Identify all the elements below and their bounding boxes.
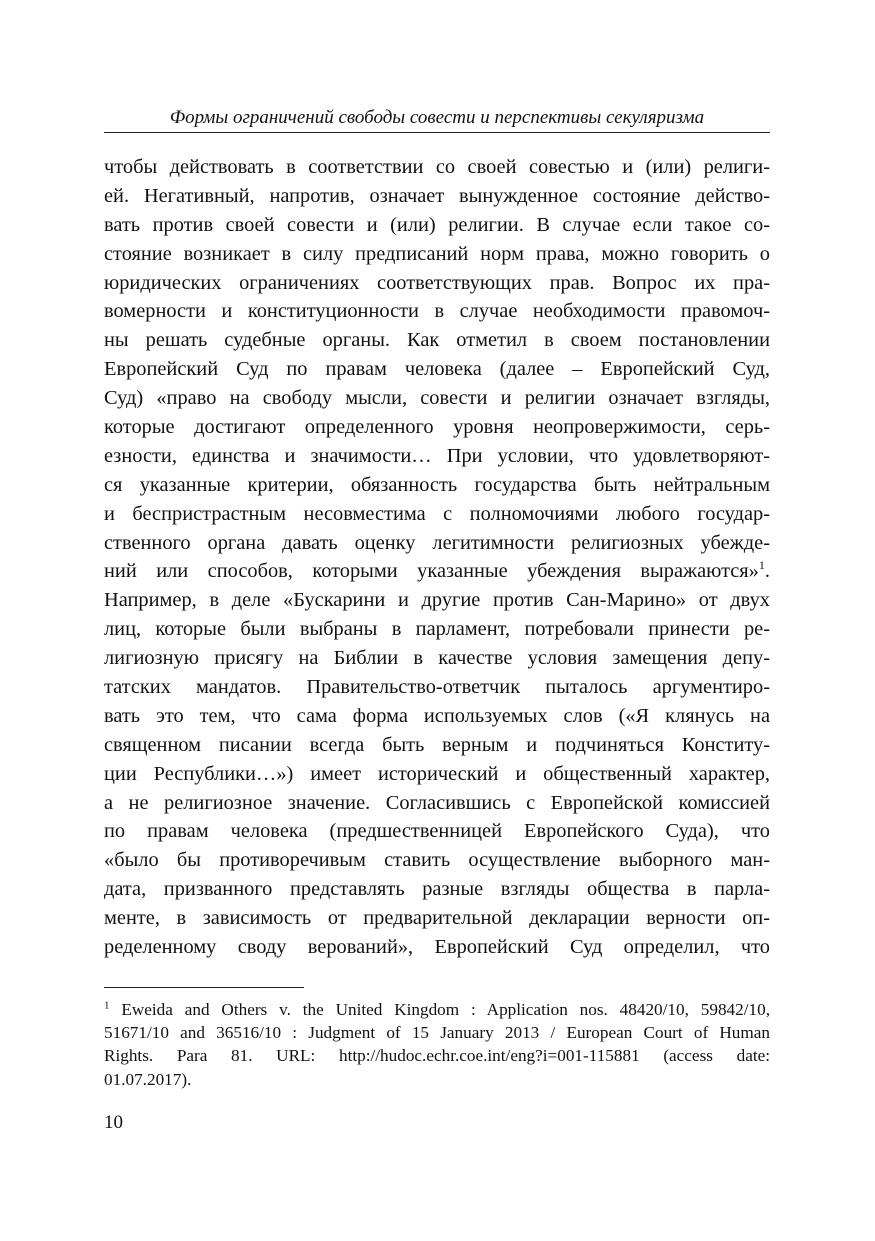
body-line: лиц, которые были выбраны в парламент, потребовали принести ре-: [104, 618, 770, 641]
footnote-line: Rights. Para 81. URL: http://hudoc.echr.coe.int/eng?i=001-115881 (access date:: [104, 1046, 770, 1066]
body-line: которые достигают определенного уровня неопровержимости, серь-: [104, 416, 770, 439]
body-line: лигиозную присягу на Библии в качестве условия замещения депу-: [104, 647, 770, 670]
body-line: ся указанные критерии, обязанность государства быть нейтральным: [104, 473, 770, 496]
body-line: татских мандатов. Правительство-ответчик пыталось аргументиро-: [104, 676, 770, 699]
footnote-line: 51671/10 and 36516/10 : Judgment of 15 January 2013 / European Court of Human: [104, 1023, 770, 1043]
body-line: вомерности и конституционности в случае необходимости правомоч-: [104, 300, 770, 323]
body-line: Например, в деле «Бускарини и другие против Сан-Марино» от двух: [104, 589, 770, 612]
footnote-rule: [104, 987, 304, 988]
body-line: вать против своей совести и (или) религии. В случае если такое со-: [104, 213, 770, 236]
footnote-marker: 1: [104, 999, 110, 1012]
body-line: священном писании всегда быть верным и подчиняться Конститу-: [104, 733, 770, 756]
body-line: стояние возникает в силу предписаний норм права, можно говорить о: [104, 242, 770, 265]
footnote-reference[interactable]: 1: [758, 558, 765, 573]
body-line: ределенному своду верований», Европейский Суд определил, что: [104, 936, 770, 959]
footnote-line: 01.07.2017).: [104, 1069, 192, 1089]
body-line-with-footnote-ref: [104, 557, 770, 586]
footnote-ref-punctuation: .: [764, 560, 770, 583]
body-line: ей. Негативный, напротив, означает вынужденное состояние действо-: [104, 184, 770, 207]
body-line: Суд) «право на свободу мысли, совести и религии означает взгляды,: [104, 387, 770, 410]
body-line: по правам человека (предшественницей Европейского Суда), что: [104, 820, 770, 843]
running-header: Формы ограничений свободы совести и перспективы секуляризма: [169, 107, 705, 128]
header-rule: [104, 132, 770, 133]
page-number: 10: [104, 1112, 123, 1133]
body-line: езности, единства и значимости… При условии, что удовлетворяют-: [104, 444, 770, 467]
body-line: ции Республики…») имеет исторический и общественный характер,: [104, 762, 770, 785]
body-line: «было бы противоречивым ставить осуществление выборного ман-: [104, 849, 770, 872]
body-line: чтобы действовать в соответствии со своей совестью и (или) религи-: [104, 156, 770, 178]
body-line: ны решать судебные органы. Как отметил в своем постановлении: [104, 329, 770, 352]
body-line: дата, призванного представлять разные взгляды общества в парла-: [104, 878, 770, 901]
footnote: [104, 998, 770, 1091]
body-line: юридических ограничениях соответствующих прав. Вопрос их пра-: [104, 271, 770, 294]
body-line: вать это тем, что сама форма используемых слов («Я клянусь на: [104, 704, 770, 727]
footnote-line: [104, 998, 770, 1021]
body-line: Европейский Суд по правам человека (далее – Европейский Суд,: [104, 358, 770, 381]
footnote-line-text: Eweida and Others v. the United Kingdom : Application nos. 48420/10, 59842/10,: [109, 1000, 770, 1019]
body-line: менте, в зависимость от предварительной декларации верности оп-: [104, 907, 770, 930]
body-line: и беспристрастным несовместима с полномочиями любого государ-: [104, 502, 770, 525]
body-text: [104, 153, 770, 962]
body-line: ственного органа давать оценку легитимности религиозных убежде-: [104, 531, 770, 554]
body-line-text: ний или способов, которыми указанные убеждения выражаются»: [104, 560, 759, 583]
body-line: а не религиозное значение. Согласившись с Европейской комиссией: [104, 791, 770, 814]
